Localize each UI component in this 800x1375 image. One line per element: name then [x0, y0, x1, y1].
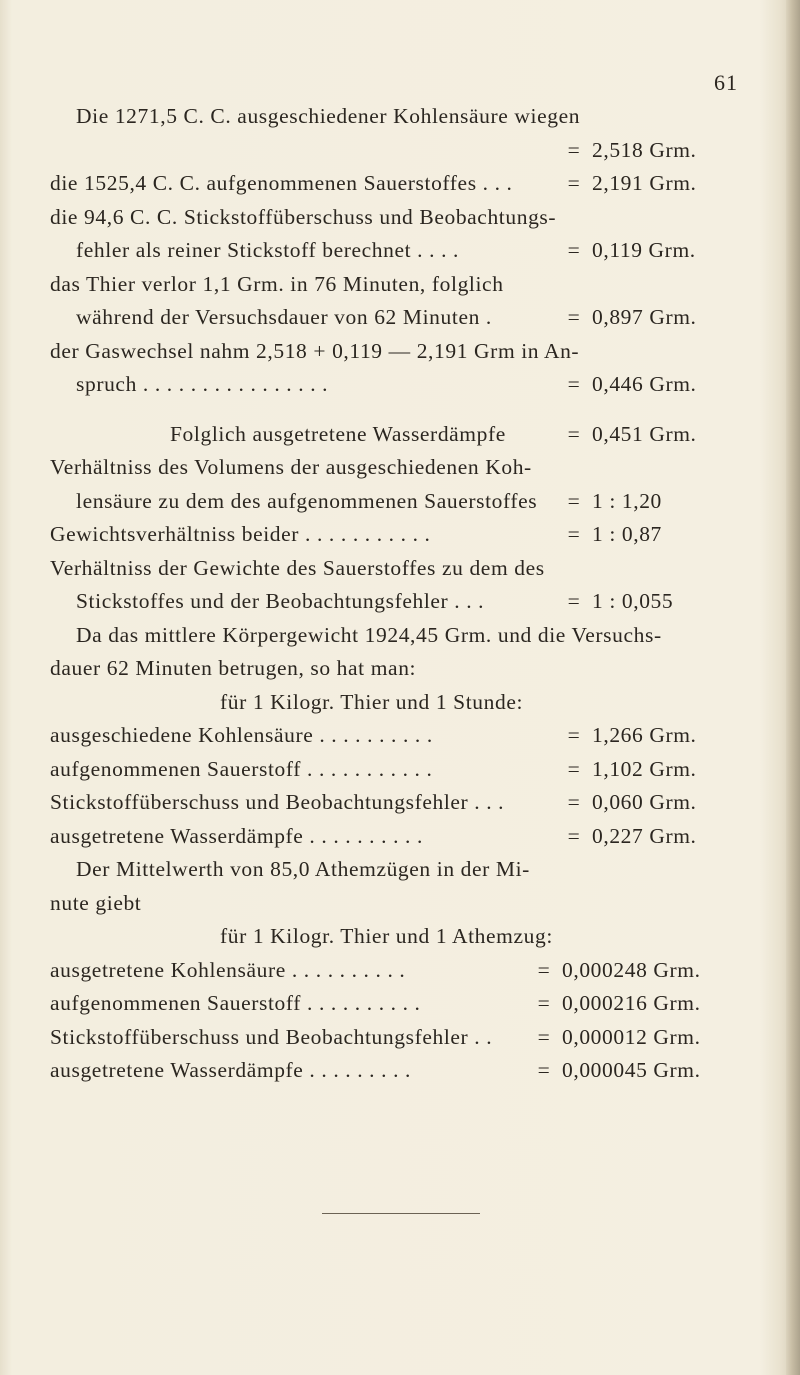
- line-value: 0,000045 Grm.: [562, 1058, 701, 1082]
- line-value: 0,000012 Grm.: [562, 1024, 701, 1049]
- line-text: Der Mittelwerth von 85,0 Athemzügen in der Mi-: [76, 857, 530, 881]
- text-line-18: [50, 686, 752, 720]
- line-text: Verhältniss der Gewichte des Sauerstoffes zu dem des: [50, 555, 545, 580]
- page-text-body: [50, 100, 752, 1088]
- line-text: nute giebt: [50, 890, 142, 915]
- page-binding-edge: [786, 0, 800, 1375]
- line-text: spruch . . . . . . . . . . . . . . . .: [76, 372, 329, 396]
- equals-sign: =: [537, 991, 551, 1015]
- equals-sign: =: [567, 488, 581, 513]
- text-line-4: [50, 201, 752, 235]
- line-text: ausgeschiedene Kohlensäure . . . . . . . . . .: [50, 723, 433, 747]
- line-text: Folglich ausgetretene Wasserdämpfe: [170, 421, 506, 446]
- equals-sign: =: [567, 421, 581, 446]
- equals-sign: =: [567, 723, 581, 747]
- line-text: Stickstoffes und der Beobachtungsfehler . . .: [76, 589, 485, 613]
- line-value: 0,000216 Grm.: [562, 991, 701, 1015]
- text-line-2: [50, 134, 752, 168]
- equals-sign: =: [537, 957, 551, 982]
- line-text: Stickstoffüberschuss und Beobachtungsfehler . . .: [50, 790, 505, 814]
- text-line-11: [50, 451, 752, 485]
- line-text: der Gaswechsel nahm 2,518 + 0,119 — 2,191 Grm in An-: [50, 338, 580, 363]
- text-line-6: [50, 268, 752, 302]
- line-text: Die 1271,5 C. C. ausgeschiedener Kohlensäure wiegen: [76, 104, 581, 128]
- line-text: Da das mittlere Körpergewicht 1924,45 Grm. und die Versuchs-: [76, 622, 662, 647]
- text-line-26: [50, 954, 752, 988]
- line-text: fehler als reiner Stickstoff berechnet . . . .: [76, 238, 460, 262]
- text-line-23: [50, 853, 752, 887]
- line-value: 1,266 Grm.: [592, 723, 697, 747]
- equals-sign: =: [567, 589, 581, 613]
- text-line-29: [50, 1054, 752, 1088]
- equals-sign: =: [567, 756, 581, 781]
- line-text: die 94,6 C. C. Stickstoffüberschuss und Beobachtungs-: [50, 204, 557, 229]
- line-text: das Thier verlor 1,1 Grm. in 76 Minuten, folglich: [50, 271, 504, 296]
- text-line-9: [50, 368, 752, 402]
- equals-sign: =: [567, 238, 581, 262]
- text-line-3: [50, 167, 752, 201]
- line-value: 0,446 Grm.: [592, 372, 697, 396]
- line-value: 1 : 1,20: [592, 488, 662, 513]
- equals-sign: =: [567, 823, 581, 848]
- line-value: 2,518 Grm.: [592, 137, 697, 162]
- line-text: aufgenommenen Sauerstoff . . . . . . . . . .: [50, 991, 421, 1015]
- text-line-13: [50, 518, 752, 552]
- line-text: Gewichtsverhältniss beider . . . . . . . . . . .: [50, 522, 431, 546]
- text-line-27: [50, 987, 752, 1021]
- line-text: ausgetretene Kohlensäure . . . . . . . . . .: [50, 957, 406, 982]
- text-line-19: [50, 719, 752, 753]
- line-text: Stickstoffüberschuss und Beobachtungsfehler . .: [50, 1024, 493, 1049]
- text-line-7: [50, 301, 752, 335]
- text-line-24: [50, 887, 752, 921]
- equals-sign: =: [567, 171, 581, 195]
- line-value: 1 : 0,055: [592, 589, 674, 613]
- line-value: 0,060 Grm.: [592, 790, 697, 814]
- text-line-22: [50, 820, 752, 854]
- equals-sign: =: [537, 1024, 551, 1049]
- text-line-5: [50, 234, 752, 268]
- text-line-20: [50, 753, 752, 787]
- text-line-16: [50, 619, 752, 653]
- text-line-12: [50, 485, 752, 519]
- line-value: 0,897 Grm.: [592, 305, 697, 329]
- line-text: die 1525,4 C. C. aufgenommenen Sauerstoffes . . .: [50, 171, 513, 195]
- text-line-15: [50, 585, 752, 619]
- text-line-25: [50, 920, 752, 954]
- equals-sign: =: [567, 522, 581, 546]
- line-text: ausgetretene Wasserdämpfe . . . . . . . . . .: [50, 823, 423, 848]
- line-value: 2,191 Grm.: [592, 171, 697, 195]
- text-line-1: [50, 100, 752, 134]
- line-text: ausgetretene Wasserdämpfe . . . . . . . . .: [50, 1058, 411, 1082]
- line-value: 1 : 0,87: [592, 522, 662, 546]
- equals-sign: =: [567, 372, 581, 396]
- line-text: dauer 62 Minuten betrugen, so hat man:: [50, 656, 417, 680]
- line-text: für 1 Kilogr. Thier und 1 Athemzug:: [220, 924, 553, 948]
- line-value: 0,227 Grm.: [592, 823, 697, 848]
- line-text: für 1 Kilogr. Thier und 1 Stunde:: [220, 689, 524, 714]
- text-line-21: [50, 786, 752, 820]
- text-line-14: [50, 552, 752, 586]
- line-text: lensäure zu dem des aufgenommenen Sauerstoffes: [76, 488, 538, 513]
- equals-sign: =: [567, 305, 581, 329]
- line-text: aufgenommenen Sauerstoff . . . . . . . . . . .: [50, 756, 433, 781]
- text-line-17: [50, 652, 752, 686]
- line-value: 0,000248 Grm.: [562, 957, 701, 982]
- section-divider-rule: [322, 1213, 480, 1214]
- equals-sign: =: [567, 790, 581, 814]
- line-text: während der Versuchsdauer von 62 Minuten .: [76, 305, 492, 329]
- text-line-28: [50, 1021, 752, 1055]
- page-number: 61: [714, 70, 738, 95]
- line-value: 1,102 Grm.: [592, 756, 697, 781]
- line-value: 0,119 Grm.: [592, 238, 696, 262]
- equals-sign: =: [537, 1058, 551, 1082]
- line-text: Verhältniss des Volumens der ausgeschiedenen Koh-: [50, 455, 532, 479]
- equals-sign: =: [567, 137, 581, 162]
- text-line-10: [50, 418, 752, 452]
- line-value: 0,451 Grm.: [592, 421, 697, 446]
- text-line-8: [50, 335, 752, 369]
